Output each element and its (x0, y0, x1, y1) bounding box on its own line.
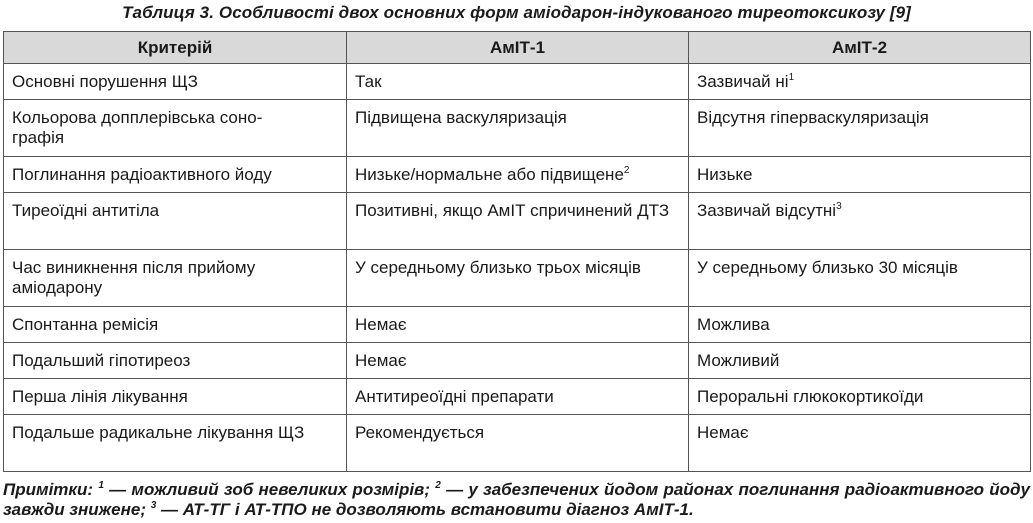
cell-amit1-text: Так (355, 72, 382, 91)
cell-criterion: Подальше радикальне лікування ЩЗ (4, 415, 347, 472)
cell-amit2-text: У середньому близько 30 місяців (697, 258, 958, 277)
cell-amit1-text: Низьке/нормальне або підвищене (355, 165, 624, 184)
cell-amit2-text: Можливий (697, 351, 780, 370)
cell-amit1 (347, 64, 689, 100)
cell-amit1 (347, 157, 689, 193)
header-criterion: Критерій (4, 32, 347, 64)
table-row (4, 100, 1031, 157)
cell-amit2-text: Зазвичай відсутні (697, 201, 837, 220)
note-3-text: — АТ-ТГ і АТ-ТПО не дозволяють встановити діагноз АмІТ-1. (156, 500, 694, 519)
cell-amit2-text: Зазвичай ні (697, 72, 789, 91)
cell-amit2-text: Немає (697, 423, 749, 442)
header-amit1: АмІТ-1 (347, 32, 689, 64)
cell-criterion: Основні порушення ЩЗ (4, 64, 347, 100)
table-row (4, 157, 1031, 193)
footnote-marker: 3 (836, 201, 842, 212)
table-row (4, 307, 1031, 343)
cell-amit1-text: Позитивні, якщо АмІТ спричинений ДТЗ (355, 201, 670, 220)
note-2-text: — у забезпечених йодом районах поглинання радіоактивного йоду завжди знижене; (3, 480, 1030, 519)
cell-amit2 (689, 250, 1031, 307)
cell-amit1-text: Немає (355, 315, 407, 334)
note-1-text: — можливий зоб невеликих розмірів; (103, 480, 436, 499)
header-amit2: АмІТ-2 (689, 32, 1031, 64)
cell-amit2 (689, 193, 1031, 250)
cell-amit2 (689, 157, 1031, 193)
cell-amit1-text: Рекомендується (355, 423, 485, 442)
cell-amit1 (347, 415, 689, 472)
cell-criterion: Подальший гіпотиреоз (4, 343, 347, 379)
notes-label: Примітки: (3, 480, 94, 499)
cell-amit2-text: Можлива (697, 315, 770, 334)
cell-amit1 (347, 343, 689, 379)
cell-amit2 (689, 64, 1031, 100)
table-row (4, 193, 1031, 250)
cell-criterion: Час виникнення після прийому аміодарону (4, 250, 347, 307)
table-row (4, 250, 1031, 307)
table-header-row (4, 32, 1031, 64)
table-row (4, 343, 1031, 379)
cell-amit2 (689, 100, 1031, 157)
table-row (4, 64, 1031, 100)
cell-amit2 (689, 415, 1031, 472)
table-row (4, 415, 1031, 472)
cell-criterion: Спонтанна ремісія (4, 307, 347, 343)
cell-amit1-text: Немає (355, 351, 407, 370)
table-caption: Таблиця 3. Особливості двох основних форм аміодарон-індукованого тиреотоксикозу [9] (122, 3, 911, 22)
footnote-marker: 2 (623, 165, 630, 176)
cell-criterion: Тиреоїдні антитіла (4, 193, 347, 250)
note-1-marker: 1 (98, 480, 104, 491)
cell-criterion: Перша лінія лікування (4, 379, 347, 415)
cell-criterion: Поглинання радіоактивного йоду (4, 157, 347, 193)
cell-amit2-text: Відсутня гіперваскуляризація (697, 108, 929, 127)
note-2-marker: 2 (435, 480, 441, 491)
comparison-table (3, 31, 1031, 472)
cell-amit1-text: У середньому близько трьох місяців (355, 258, 641, 277)
cell-amit2-text: Низьке (697, 165, 753, 184)
cell-amit2-text: Пероральні глюкокортикоїди (697, 387, 924, 406)
cell-amit1 (347, 250, 689, 307)
cell-criterion: Кольорова допплерівська соно- графія (4, 100, 347, 157)
cell-amit2 (689, 307, 1031, 343)
table-notes (3, 480, 1030, 520)
note-3-marker: 3 (150, 500, 157, 511)
cell-amit1-text: Підвищена васкуляризація (355, 108, 567, 127)
cell-amit2 (689, 343, 1031, 379)
cell-amit1 (347, 307, 689, 343)
cell-amit1-text: Антитиреоїдні препарати (355, 387, 554, 406)
cell-amit2 (689, 379, 1031, 415)
cell-amit1 (347, 379, 689, 415)
cell-amit1 (347, 193, 689, 250)
table-row (4, 379, 1031, 415)
cell-amit1 (347, 100, 689, 157)
footnote-marker: 1 (788, 72, 795, 83)
